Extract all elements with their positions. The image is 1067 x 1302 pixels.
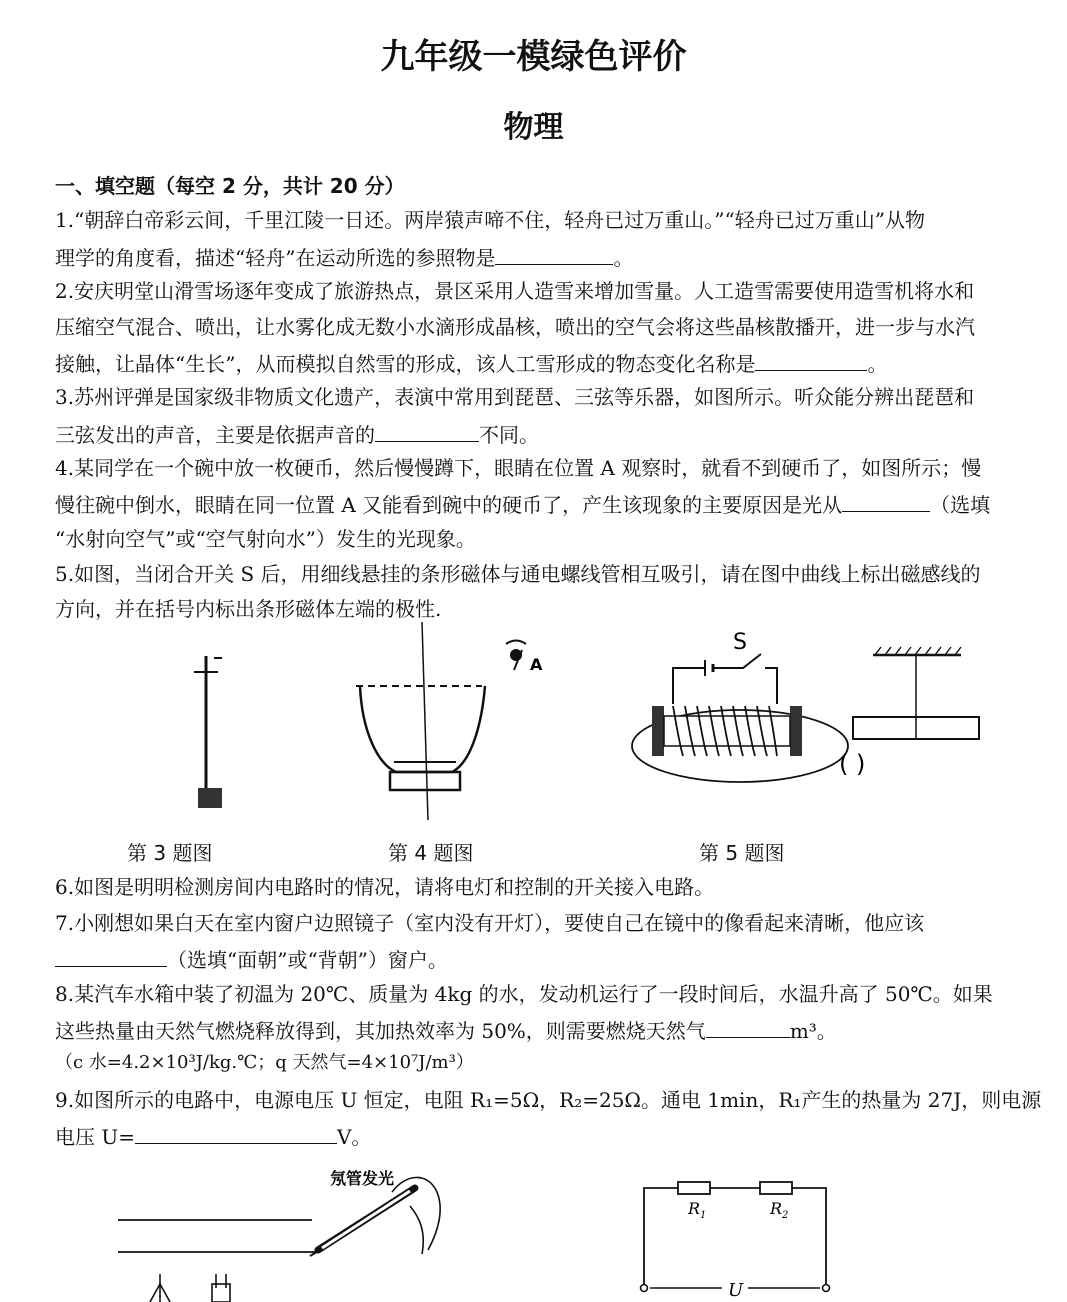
q5-line2: 方向，并在括号内标出条形磁体左端的极性. (55, 597, 442, 621)
figure-4-caption: 第 4 题图 (388, 841, 474, 865)
q8-constants: （c 水=4.2×10³J/kg.℃；q 天然气=4×10⁷J/m³） (55, 1052, 474, 1073)
figure-3-sanxian (180, 648, 240, 813)
q4-line2 (55, 493, 990, 515)
q7-answer-blank[interactable] (55, 948, 167, 967)
bowl-outline (360, 686, 485, 772)
q4-answer-blank[interactable] (842, 493, 930, 512)
switch-arm (713, 654, 761, 668)
neon-label: 氖管发光 (330, 1169, 395, 1188)
lamp-icon (150, 1274, 170, 1302)
page-title: 九年级一模绿色评价 (380, 37, 687, 77)
resistor-r1 (678, 1182, 710, 1194)
resistor-r2 (760, 1182, 792, 1194)
terminal-right (823, 1285, 830, 1292)
polarity-bracket[interactable]: ( ) (839, 750, 866, 778)
eye-icon (506, 641, 526, 671)
figure-9-circuit (636, 1170, 836, 1302)
q1-text: 理学的角度看，描述“轻舟”在运动所选的参照物是 (55, 246, 496, 270)
core-right-end (790, 706, 802, 756)
section-heading: 一、填空题（每空 2 分，共计 20 分） (55, 174, 405, 198)
q7-line2 (55, 948, 448, 970)
q4-line1: 4.某同学在一个碗中放一枚硬币，然后慢慢蹲下，眼睛在位置 A 观察时，就看不到硬币了，如图所示；慢 (55, 456, 982, 480)
q7-text: （选填“面朝”或“背朝”）窗户。 (167, 948, 448, 972)
q2-text: 接触，让晶体“生长”，从而模拟自然雪的形成，该人工雪形成的物态变化名称是 (55, 352, 756, 376)
wire-right (765, 668, 777, 704)
q2-answer-blank[interactable] (755, 352, 867, 371)
q8-line2 (55, 1019, 837, 1041)
q4-line3: “水射向空气”或“空气射向水”）发生的光现象。 (55, 527, 476, 551)
q3-line1: 3.苏州评弹是国家级非物质文化遗产，表演中常用到琵琶、三弦等乐器，如图所示。听众能分辨出琵琶和 (55, 385, 975, 409)
q4-end: （选填 (930, 493, 991, 517)
wire-left (673, 668, 705, 704)
r2-label: $R_2$ (770, 1199, 789, 1221)
q6-line: 6.如图是明明检测房间内电路时的情况，请将电灯和控制的开关接入电路。 (55, 875, 715, 899)
q8-unit: m³。 (789, 1019, 837, 1043)
q8-text: 这些热量由天然气燃烧释放得到，其加热效率为 50%，则需要燃烧天然气 (55, 1019, 706, 1043)
bowl-base (390, 772, 460, 790)
q2-line1: 2.安庆明堂山滑雪场逐年变成了旅游热点，景区采用人造雪来增加雪量。人工造雪需要使用造雪机将水和 (55, 279, 975, 303)
switch-label: S (733, 630, 747, 655)
q3-text: 三弦发出的声音，主要是依据声音的 (55, 423, 375, 447)
q9-answer-blank[interactable] (135, 1125, 337, 1144)
circuit-wire (644, 1188, 826, 1288)
q7-line1: 7.小刚想如果白天在室内窗户边照镜子（室内没有开灯），要使自己在镜中的像看起来清晰，他应该 (55, 911, 925, 935)
q8-answer-blank[interactable] (706, 1019, 790, 1038)
figure-6-wiring (110, 1162, 460, 1302)
q1-end: 。 (613, 246, 634, 270)
figure-5-solenoid (625, 624, 1005, 794)
q2-end: 。 (867, 352, 888, 376)
q4-text: 慢往碗中倒水，眼睛在同一位置 A 又能看到碗中的硬币了，产生该现象的主要原因是光从 (55, 493, 843, 517)
core-left-end (652, 706, 664, 756)
q9-text: 电压 U= (55, 1125, 135, 1149)
figure-3-caption: 第 3 题图 (127, 841, 213, 865)
q9-line2 (55, 1125, 371, 1147)
instrument-body (198, 788, 222, 808)
figure-4-bowl (350, 622, 550, 822)
q2-line3 (55, 352, 887, 374)
q5-line1: 5.如图，当闭合开关 S 后，用细线悬挂的条形磁体与通电螺线管相互吸引，请在图中曲线上标出磁感线的 (55, 562, 981, 586)
q1-line2 (55, 246, 633, 268)
q1-line1: 1.“朝辞白帝彩云间，千里江陵一日还。两岸猿声啼不住，轻舟已过万重山。”“轻舟已过万重山”从物 (55, 208, 925, 232)
q2-line2: 压缩空气混合、喷出，让水雾化成无数小水滴形成晶核，喷出的空气会将这些晶核散播开，进一步与水汽 (55, 315, 975, 339)
terminal-left (641, 1285, 648, 1292)
q8-line1: 8.某汽车水箱中装了初温为 20℃、质量为 4kg 的水，发动机运行了一段时间后，水温升高了 50℃。如果 (55, 982, 993, 1006)
figure-5-caption: 第 5 题图 (699, 841, 785, 865)
test-pen-icon (310, 1188, 415, 1256)
voltage-label: U (728, 1280, 744, 1301)
q9-unit: V。 (336, 1125, 372, 1149)
subject-title: 物理 (503, 110, 564, 145)
q3-answer-blank[interactable] (375, 423, 479, 442)
q3-line2 (55, 423, 539, 445)
r1-label: $R_1$ (688, 1199, 707, 1221)
switch-icon (212, 1274, 230, 1302)
q3-end: 不同。 (479, 423, 539, 447)
q9-line1: 9.如图所示的电路中，电源电压 U 恒定，电阻 R₁=5Ω，R₂=25Ω。通电 1min，R₁产生的热量为 27J，则电源 (55, 1088, 1042, 1112)
eye-position-label: A (530, 655, 543, 674)
q1-answer-blank[interactable] (495, 246, 613, 265)
